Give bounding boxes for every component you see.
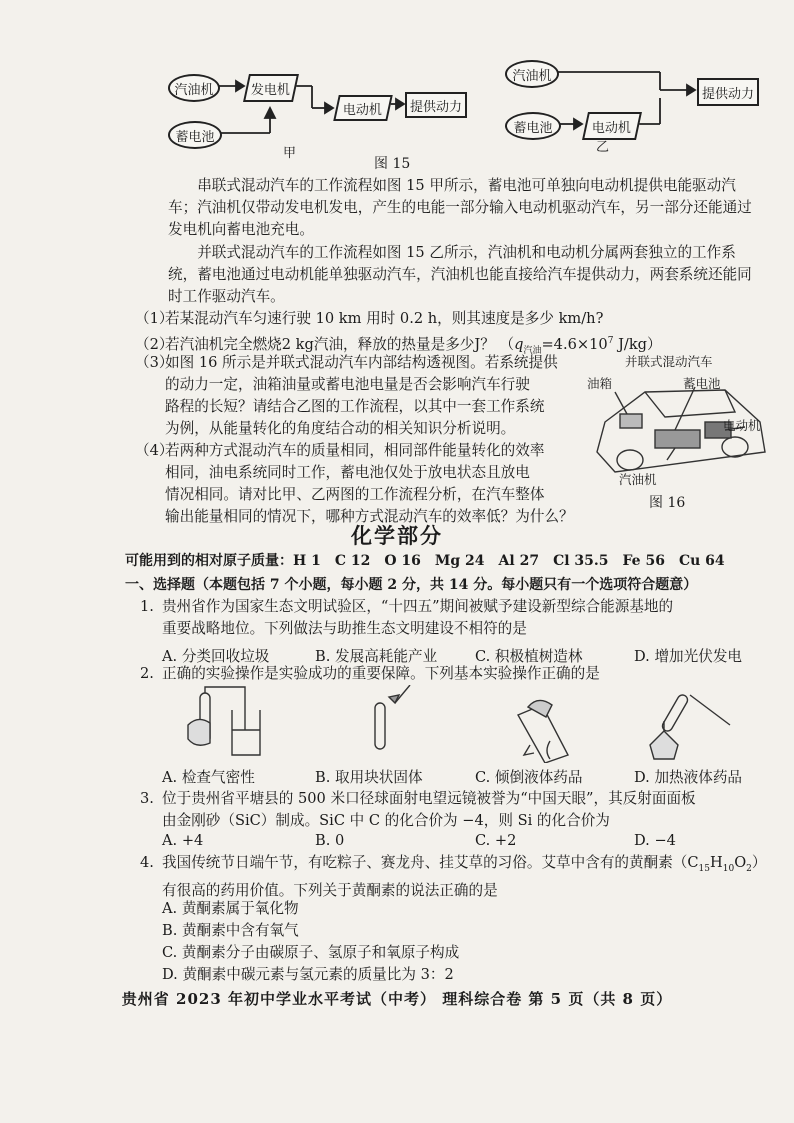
chem-q4-option-b: B. 黄酮素中含有氧气	[162, 922, 299, 939]
jia-label: 甲	[283, 146, 297, 161]
yi-motor-label: 电动机	[592, 120, 632, 136]
question-line: 贵州省作为国家生态文明试验区，“十四五”期间被赋予建设新型综合能源基地的	[162, 598, 674, 615]
formula-element: O	[734, 854, 747, 871]
jia-power-output	[405, 92, 467, 118]
jia-generator	[243, 74, 299, 102]
chem-q2-option-a: A. 检查气密性	[162, 769, 255, 786]
question-line: 由金刚砂（SiC）制成。SiC 中 C 的化合价为 −4，则 Si 的化合价为	[162, 812, 610, 829]
yi-battery-label: 蓄电池	[513, 120, 553, 136]
question-line: 位于贵州省平塘县的 500 米口径球面射电望远镜被誉为“中国天眼”，其反射面面板	[162, 790, 696, 807]
question-number: 1.	[140, 598, 154, 615]
question-number: 3.	[140, 790, 154, 807]
chem-question-1	[140, 596, 780, 640]
jia-gasoline-engine	[168, 74, 220, 102]
question-line: 相同，油电系统同时工作，蓄电池仅处于放电状态且放电	[165, 464, 530, 481]
formula-subscript: 汽油	[523, 345, 542, 356]
figure-15-caption: 图 15	[374, 156, 411, 172]
formula-symbol: q	[514, 335, 524, 353]
formula-element: H	[710, 854, 723, 871]
chem-q1-option-c: C. 积极植树造林	[475, 648, 583, 665]
chem-q4-option-d: D. 黄酮素中碳元素与氢元素的质量比为 3：2	[162, 966, 454, 983]
formula-subscript: 10	[722, 863, 735, 874]
question-line: 有很高的药用价值。下列关于黄酮素的说法正确的是	[162, 881, 498, 899]
formula-close: ）	[751, 854, 767, 871]
formula-exponent: 7	[607, 336, 614, 346]
jia-battery	[168, 121, 222, 149]
fig16-motor-label: 电动机	[723, 418, 761, 433]
jia-power-label: 提供动力	[409, 99, 462, 115]
fig16-battery-label: 蓄电池	[683, 376, 721, 391]
question-line: 重要战略地位。下列做法与助推生态文明建设不相符的是	[162, 620, 527, 637]
chem-q3-option-a: A. +4	[162, 832, 204, 849]
chem-q4-option-c: C. 黄酮素分子由碳原子、氢原子和氧原子构成	[162, 944, 460, 961]
formula-subscript: 2	[746, 863, 752, 874]
series-hybrid-paragraph: 串联式混动汽车的工作流程如图 15 甲所示，蓄电池可单独向电动机提供电能驱动汽车；汽油机仅带动发电机发电，产生的电能一部分输入电动机驱动汽车，另一部分还能通过发电机向蓄电池充电。	[168, 177, 752, 238]
chem-q3-option-d: D. −4	[634, 832, 676, 849]
heat-value-formula	[499, 335, 662, 356]
question-line: 若两种方式混动汽车的质量相同，相同部件能量转化的效率	[165, 442, 545, 459]
question-line: 情况相同。请对比甲、乙两图的工作流程分析，在汽车整体	[165, 486, 545, 503]
formula-subscript: 15	[698, 863, 710, 874]
fig16-fuel-tank-label: 油箱	[587, 376, 613, 391]
jia-motor-label: 电动机	[343, 102, 383, 118]
physics-question-3	[135, 352, 585, 440]
chemistry-heading: 化学部分	[351, 523, 443, 548]
airtightness-check-icon	[188, 687, 260, 755]
chem-q1-option-d: D. 增加光伏发电	[634, 648, 743, 665]
chem-q1-option-b: B. 发展高耗能产业	[315, 648, 438, 665]
chem-q2-option-b: B. 取用块状固体	[315, 769, 423, 786]
chem-question-2	[140, 663, 600, 685]
figure-15	[0, 0, 794, 175]
heat-liquid-icon	[650, 693, 730, 759]
block-solid-icon	[375, 685, 410, 749]
chem-question-4	[140, 852, 780, 902]
question-line: 如图 16 所示是并联式混动汽车内部结构透视图。若系统提供	[165, 354, 558, 371]
chem-question-3	[140, 788, 780, 832]
yi-power-output	[697, 78, 759, 106]
question-line: 的动力一定，油箱油量或蓄电池电量是否会影响汽车行驶	[165, 376, 530, 393]
formula-value: =4.6×10	[541, 335, 608, 353]
question-line: 输出能量相同的情况下，哪种方式混动汽车的效率低？为什么？	[165, 508, 574, 525]
jia-battery-label: 蓄电池	[175, 129, 215, 145]
section-title: 一、选择题（本题包括 7 个小题，每小题 2 分，共 14 分。每小题只有一个选项符合题意）	[125, 577, 698, 593]
yi-motor	[582, 112, 642, 140]
parallel-hybrid-paragraph: 并联式混动汽车的工作流程如图 15 乙所示，汽油机和电动机分属两套独立的工作系统，蓄电池通过电动机能单独驱动汽车，汽油机也能直接给汽车提供动力，两套系统还能同时工作驱动汽车。	[168, 244, 752, 305]
yi-battery	[505, 112, 561, 140]
chem-q2-option-d: D. 加热液体药品	[634, 769, 743, 786]
question-text: 若某混动汽车匀速行驶 10 km 用时 0.2 h，则其速度是多少 km/h?	[165, 310, 604, 327]
jia-gasoline-label: 汽油机	[174, 82, 214, 98]
chem-q2-option-c: C. 倾倒液体药品	[475, 769, 583, 786]
physics-question-1	[135, 308, 603, 330]
fig16-title: 并联式混动汽车	[625, 354, 713, 369]
yi-gasoline-label: 汽油机	[512, 68, 552, 84]
jia-generator-label: 发电机	[251, 82, 291, 98]
figure-16-caption: 图 16	[649, 495, 686, 511]
yi-label: 乙	[596, 140, 610, 155]
chem-q1-option-a: A. 分类回收垃圾	[162, 648, 270, 665]
fig16-engine-label: 汽油机	[619, 472, 657, 487]
physics-question-4	[135, 440, 585, 528]
question-text: 若汽油机完全燃烧2 kg汽油，释放的热量是多少J？	[165, 335, 495, 353]
figure-16	[585, 352, 775, 517]
page-footer: 贵州省 2023 年初中学业水平考试（中考） 理科综合卷 第 5 页（共 8 页）	[121, 990, 673, 1008]
question-number: （3）	[135, 354, 174, 371]
question-number: （4）	[135, 442, 174, 459]
lab-operation-illustrations	[150, 685, 770, 763]
jia-motor	[333, 95, 393, 121]
atomic-masses: 可能用到的相对原子质量：H 1 C 12 O 16 Mg 24 Al 27 Cl 35.5 Fe 56 Cu 64	[125, 553, 725, 569]
formula-unit: J/kg）	[613, 335, 662, 353]
question-number: 2.	[140, 665, 154, 682]
question-line: 为例，从能量转化的角度结合动的相关知识分析说明。	[165, 420, 516, 437]
question-number: （2）	[135, 335, 174, 353]
question-line: 路程的长短？请结合乙图的工作流程，以其中一套工作系统	[165, 398, 545, 415]
figure-15-arrows	[0, 0, 794, 175]
chem-q4-option-a: A. 黄酮素属于氧化物	[162, 900, 299, 917]
pour-liquid-icon	[518, 700, 568, 763]
question-number: （1）	[135, 310, 174, 327]
question-line: 我国传统节日端午节，有吃粽子、赛龙舟、挂艾草的习俗。艾草中含有的黄酮素（C	[162, 854, 699, 871]
yi-power-label: 提供动力	[701, 86, 754, 102]
chem-q3-option-b: B. 0	[315, 832, 345, 849]
formula-open: （	[499, 335, 515, 353]
question-number: 4.	[140, 854, 154, 871]
chem-q3-option-c: C. +2	[475, 832, 517, 849]
yi-gasoline-engine	[505, 60, 559, 88]
question-text: 正确的实验操作是实验成功的重要保障。下列基本实验操作正确的是	[162, 665, 600, 682]
